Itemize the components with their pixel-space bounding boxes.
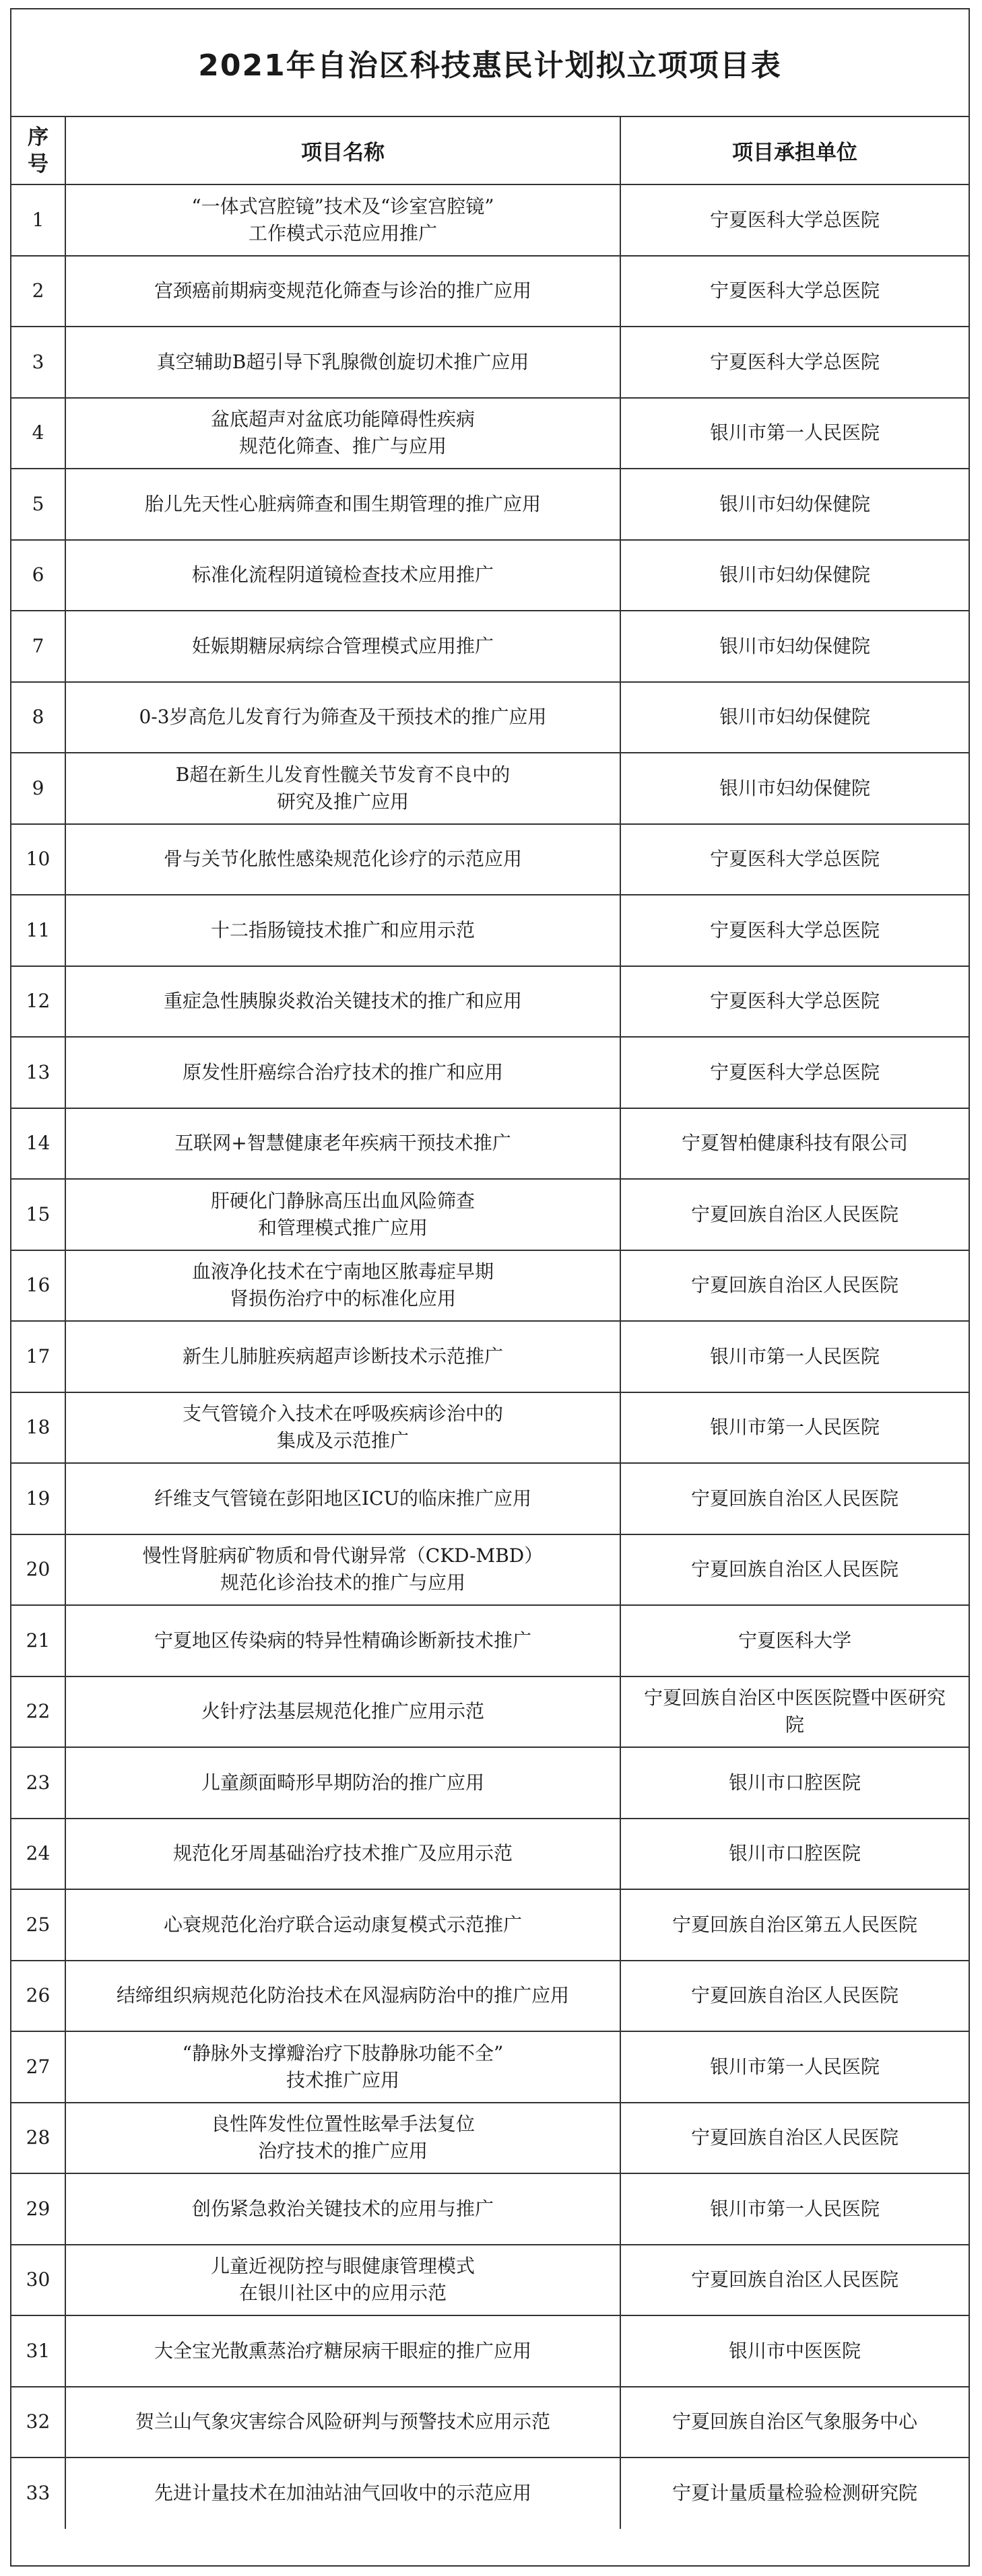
table-row: [11, 753, 969, 824]
row-number: 15: [11, 1179, 65, 1250]
undertaking-unit-line: 宁夏回族自治区中医医院暨中医研究: [643, 1687, 946, 1709]
row-number: 3: [11, 327, 65, 398]
table-row: [11, 1747, 969, 1819]
project-name-line: 肾损伤治疗中的标准化应用: [229, 1287, 456, 1310]
project-name-line: 和管理模式推广应用: [257, 1216, 428, 1239]
project-name-line: 慢性肾脏病矿物质和骨代谢异常（CKD-MBD）: [142, 1545, 544, 1567]
column-header-no: [11, 117, 65, 184]
table-header-row: [11, 117, 969, 184]
project-name-cell: [65, 540, 620, 611]
row-number: 27: [11, 2031, 65, 2103]
undertaking-unit-cell: [620, 1961, 969, 2032]
project-name-cell: [65, 1961, 620, 2032]
project-name-cell: [65, 2387, 620, 2458]
column-header-no-char: 号: [28, 151, 48, 176]
project-name-cell: [65, 753, 620, 824]
row-number: 14: [11, 1108, 65, 1180]
project-name-line: 火针疗法基层规范化推广应用示范: [201, 1700, 484, 1723]
row-number: 4: [11, 398, 65, 469]
table-row: [11, 2173, 969, 2245]
project-name-line: 原发性肝癌综合治疗技术的推广和应用: [182, 1060, 503, 1083]
undertaking-unit-line: 宁夏医科大学总医院: [709, 990, 880, 1013]
project-name-line: 治疗技术的推广应用: [257, 2140, 428, 2163]
project-name-line: 支气管镜介入技术在呼吸疾病诊治中的: [182, 1402, 503, 1425]
undertaking-unit-line: 银川市中医医院: [728, 2339, 861, 2362]
undertaking-unit-cell: [620, 1889, 969, 1961]
project-name-line: 良性阵发性位置性眩晕手法复位: [210, 2113, 475, 2136]
undertaking-unit-cell: [620, 256, 969, 327]
project-name-line: 规范化牙周基础治疗技术推广及应用示范: [172, 1842, 513, 1865]
row-number: 25: [11, 1889, 65, 1961]
undertaking-unit-cell: [620, 824, 969, 895]
undertaking-unit-line: 银川市第一人民医院: [709, 2197, 880, 2220]
undertaking-unit-line: 银川市口腔医院: [728, 1842, 861, 1865]
undertaking-unit-cell: [620, 2458, 969, 2529]
undertaking-unit-cell: [620, 2031, 969, 2103]
undertaking-unit-cell: [620, 469, 969, 540]
undertaking-unit-cell: [620, 398, 969, 469]
project-name-cell: [65, 1037, 620, 1108]
project-name-cell: [65, 1250, 620, 1322]
row-number: 19: [11, 1463, 65, 1534]
project-name-cell: [65, 2245, 620, 2316]
undertaking-unit-cell: [620, 1463, 969, 1534]
undertaking-unit-cell: [620, 1108, 969, 1180]
table-row: [11, 184, 969, 256]
row-number: 16: [11, 1250, 65, 1322]
row-number: 23: [11, 1747, 65, 1819]
project-name-cell: [65, 1392, 620, 1464]
row-number: 24: [11, 1819, 65, 1890]
undertaking-unit-line: 宁夏医科大学总医院: [709, 279, 880, 302]
row-number: 8: [11, 682, 65, 753]
table-row: [11, 256, 969, 327]
project-name-line: 重症急性胰腺炎救治关键技术的推广和应用: [163, 990, 522, 1013]
undertaking-unit-line: 宁夏回族自治区人民医院: [690, 1558, 898, 1581]
row-number: 2: [11, 256, 65, 327]
project-name-cell: [65, 2315, 620, 2387]
project-name-cell: [65, 1321, 620, 1392]
table-row: [11, 1961, 969, 2032]
undertaking-unit-line: 宁夏智柏健康科技有限公司: [681, 1132, 908, 1155]
undertaking-unit-cell: [620, 1605, 969, 1676]
project-name-cell: [65, 1819, 620, 1890]
table-row: [11, 1108, 969, 1180]
undertaking-unit-line: 银川市妇幼保健院: [719, 776, 870, 799]
undertaking-unit-line: 宁夏回族自治区人民医院: [690, 1274, 898, 1297]
table-body: [11, 184, 969, 2529]
project-name-cell: [65, 1747, 620, 1819]
project-name-cell: [65, 966, 620, 1038]
undertaking-unit-line: 宁夏回族自治区人民医院: [690, 1487, 898, 1510]
project-name-line: 新生儿肺脏疾病超声诊断技术示范推广: [182, 1345, 503, 1367]
project-name-cell: [65, 398, 620, 469]
undertaking-unit-line: 银川市妇幼保健院: [719, 706, 870, 728]
undertaking-unit-line: 宁夏回族自治区人民医院: [690, 1984, 898, 2007]
project-name-line: 规范化筛查、推广与应用: [238, 435, 447, 458]
project-name-line: 结缔组织病规范化防治技术在风湿病防治中的推广应用: [116, 1984, 569, 2007]
undertaking-unit-line: 宁夏计量质量检验检测研究院: [672, 2482, 917, 2505]
undertaking-unit-line: 银川市口腔医院: [728, 1771, 861, 1794]
project-name-line: 宁夏地区传染病的特异性精确诊断新技术推广: [154, 1629, 531, 1652]
project-table: [11, 117, 969, 2529]
project-name-line: 工作模式示范应用推广: [248, 222, 437, 244]
undertaking-unit-cell: [620, 1392, 969, 1464]
undertaking-unit-line: 院: [785, 1714, 804, 1736]
page-title: 2021年自治区科技惠民计划拟立项项目表: [11, 9, 969, 117]
table-row: [11, 1534, 969, 1606]
undertaking-unit-line: 宁夏医科大学总医院: [709, 848, 880, 871]
table-row: [11, 895, 969, 966]
undertaking-unit-line: 宁夏医科大学总医院: [709, 918, 880, 941]
row-number: 30: [11, 2245, 65, 2316]
undertaking-unit-line: 宁夏医科大学: [738, 1629, 851, 1652]
table-row: [11, 1819, 969, 1890]
row-number: 12: [11, 966, 65, 1038]
project-name-cell: [65, 1463, 620, 1534]
project-name-line: 规范化诊治技术的推广与应用: [220, 1571, 465, 1594]
table-row: [11, 2458, 969, 2529]
table-row: [11, 1250, 969, 1322]
project-name-line: 集成及示范推广: [276, 1429, 409, 1452]
row-number: 26: [11, 1961, 65, 2032]
undertaking-unit-cell: [620, 2103, 969, 2174]
project-name-cell: [65, 1605, 620, 1676]
table-row: [11, 540, 969, 611]
project-name-cell: [65, 256, 620, 327]
undertaking-unit-cell: [620, 1676, 969, 1748]
undertaking-unit-cell: [620, 611, 969, 682]
project-name-line: 标准化流程阴道镜检查技术应用推广: [191, 564, 494, 586]
undertaking-unit-line: 宁夏回族自治区人民医院: [690, 2126, 898, 2149]
table-row: [11, 611, 969, 682]
undertaking-unit-cell: [620, 1037, 969, 1108]
undertaking-unit-cell: [620, 184, 969, 256]
undertaking-unit-cell: [620, 1747, 969, 1819]
project-name-cell: [65, 1534, 620, 1606]
project-name-line: 心衰规范化治疗联合运动康复模式示范推广: [163, 1913, 522, 1936]
row-number: 33: [11, 2458, 65, 2529]
project-name-line: 儿童近视防控与眼健康管理模式: [210, 2255, 475, 2278]
project-name-line: 在银川社区中的应用示范: [238, 2282, 447, 2305]
project-name-line: 贺兰山气象灾害综合风险研判与预警技术应用示范: [135, 2410, 550, 2433]
project-name-cell: [65, 1889, 620, 1961]
table-row: [11, 824, 969, 895]
project-name-cell: [65, 682, 620, 753]
row-number: 11: [11, 895, 65, 966]
project-name-line: 真空辅助B超引导下乳腺微创旋切术推广应用: [156, 350, 529, 373]
undertaking-unit-cell: [620, 2387, 969, 2458]
undertaking-unit-cell: [620, 1819, 969, 1890]
table-row: [11, 682, 969, 753]
table-row: [11, 1321, 969, 1392]
table-row: [11, 1037, 969, 1108]
row-number: 6: [11, 540, 65, 611]
undertaking-unit-line: 银川市妇幼保健院: [719, 634, 870, 657]
project-name-line: 妊娠期糖尿病综合管理模式应用推广: [191, 634, 494, 657]
project-name-line: 十二指肠镜技术推广和应用示范: [210, 918, 475, 941]
project-name-cell: [65, 895, 620, 966]
project-name-line: B超在新生儿发育性髋关节发育不良中的: [175, 763, 511, 786]
undertaking-unit-line: 宁夏回族自治区人民医院: [690, 2268, 898, 2291]
project-name-line: 大全宝光散熏蒸治疗糖尿病干眼症的推广应用: [154, 2339, 531, 2362]
project-name-line: 儿童颜面畸形早期防治的推广应用: [201, 1771, 484, 1794]
project-name-cell: [65, 1108, 620, 1180]
project-name-line: 盆底超声对盆底功能障碍性疾病: [210, 408, 475, 431]
project-name-line: 互联网+智慧健康老年疾病干预技术推广: [174, 1132, 511, 1155]
undertaking-unit-line: 银川市第一人民医院: [709, 1416, 880, 1439]
project-name-cell: [65, 611, 620, 682]
project-name-line: “一体式宫腔镜”技术及“诊室宫腔镜”: [191, 195, 494, 217]
table-row: [11, 1179, 969, 1250]
table-row: [11, 1605, 969, 1676]
project-name-line: 研究及推广应用: [276, 790, 409, 813]
undertaking-unit-line: 银川市第一人民医院: [709, 2055, 880, 2078]
undertaking-unit-line: 宁夏医科大学总医院: [709, 350, 880, 373]
table-row: [11, 2031, 969, 2103]
project-name-cell: [65, 2173, 620, 2245]
table-row: [11, 398, 969, 469]
project-name-line: 肝硬化门静脉高压出血风险筛查: [210, 1189, 475, 1212]
undertaking-unit-line: 宁夏回族自治区人民医院: [690, 1202, 898, 1225]
row-number: 20: [11, 1534, 65, 1606]
row-number: 5: [11, 469, 65, 540]
project-name-cell: [65, 184, 620, 256]
undertaking-unit-line: 银川市第一人民医院: [709, 1345, 880, 1367]
undertaking-unit-line: 宁夏医科大学总医院: [709, 208, 880, 231]
project-name-cell: [65, 327, 620, 398]
undertaking-unit-line: 银川市妇幼保健院: [719, 564, 870, 586]
table-row: [11, 1889, 969, 1961]
project-name-line: 骨与关节化脓性感染规范化诊疗的示范应用: [163, 848, 522, 871]
undertaking-unit-cell: [620, 327, 969, 398]
column-header-name: 项目名称: [65, 117, 620, 184]
project-name-cell: [65, 1676, 620, 1748]
undertaking-unit-cell: [620, 1250, 969, 1322]
undertaking-unit-cell: [620, 753, 969, 824]
undertaking-unit-cell: [620, 1179, 969, 1250]
row-number: 22: [11, 1676, 65, 1748]
undertaking-unit-cell: [620, 895, 969, 966]
project-name-line: 创伤紧急救治关键技术的应用与推广: [191, 2197, 494, 2220]
undertaking-unit-cell: [620, 540, 969, 611]
project-name-line: “静脉外支撑瓣治疗下肢静脉功能不全”: [182, 2041, 504, 2064]
row-number: 10: [11, 824, 65, 895]
project-name-cell: [65, 469, 620, 540]
row-number: 21: [11, 1605, 65, 1676]
undertaking-unit-cell: [620, 2173, 969, 2245]
project-table-frame: [10, 8, 970, 2567]
project-name-line: 先进计量技术在加油站油气回收中的示范应用: [154, 2482, 531, 2505]
project-name-line: 宫颈癌前期病变规范化筛查与诊治的推广应用: [154, 279, 531, 302]
undertaking-unit-cell: [620, 2315, 969, 2387]
undertaking-unit-cell: [620, 1534, 969, 1606]
row-number: 29: [11, 2173, 65, 2245]
table-row: [11, 2103, 969, 2174]
project-name-cell: [65, 2031, 620, 2103]
undertaking-unit-cell: [620, 2245, 969, 2316]
column-header-unit: 项目承担单位: [620, 117, 969, 184]
undertaking-unit-cell: [620, 966, 969, 1038]
row-number: 17: [11, 1321, 65, 1392]
table-row: [11, 966, 969, 1038]
project-name-cell: [65, 2103, 620, 2174]
undertaking-unit-cell: [620, 1321, 969, 1392]
column-header-no-char: 序: [28, 125, 48, 149]
project-name-cell: [65, 1179, 620, 1250]
table-row: [11, 327, 969, 398]
table-row: [11, 1676, 969, 1748]
project-name-line: 技术推广应用: [286, 2068, 399, 2091]
undertaking-unit-cell: [620, 682, 969, 753]
table-row: [11, 2387, 969, 2458]
project-name-line: 纤维支气管镜在彭阳地区ICU的临床推广应用: [154, 1487, 532, 1510]
row-number: 18: [11, 1392, 65, 1464]
undertaking-unit-line: 银川市妇幼保健院: [719, 492, 870, 515]
undertaking-unit-line: 宁夏回族自治区第五人民医院: [672, 1913, 917, 1936]
project-name-line: 胎儿先天性心脏病筛查和围生期管理的推广应用: [144, 492, 541, 515]
row-number: 9: [11, 753, 65, 824]
project-name-line: 0-3岁高危儿发育行为筛查及干预技术的推广应用: [139, 706, 547, 728]
row-number: 31: [11, 2315, 65, 2387]
undertaking-unit-line: 宁夏回族自治区气象服务中心: [672, 2410, 917, 2433]
row-number: 7: [11, 611, 65, 682]
table-row: [11, 2245, 969, 2316]
project-name-line: 血液净化技术在宁南地区脓毒症早期: [191, 1260, 494, 1283]
table-row: [11, 2315, 969, 2387]
table-row: [11, 1392, 969, 1464]
row-number: 1: [11, 184, 65, 256]
table-row: [11, 469, 969, 540]
undertaking-unit-line: 宁夏医科大学总医院: [709, 1060, 880, 1083]
table-row: [11, 1463, 969, 1534]
row-number: 28: [11, 2103, 65, 2174]
undertaking-unit-line: 银川市第一人民医院: [709, 421, 880, 444]
project-name-cell: [65, 2458, 620, 2529]
project-name-cell: [65, 824, 620, 895]
row-number: 13: [11, 1037, 65, 1108]
row-number: 32: [11, 2387, 65, 2458]
